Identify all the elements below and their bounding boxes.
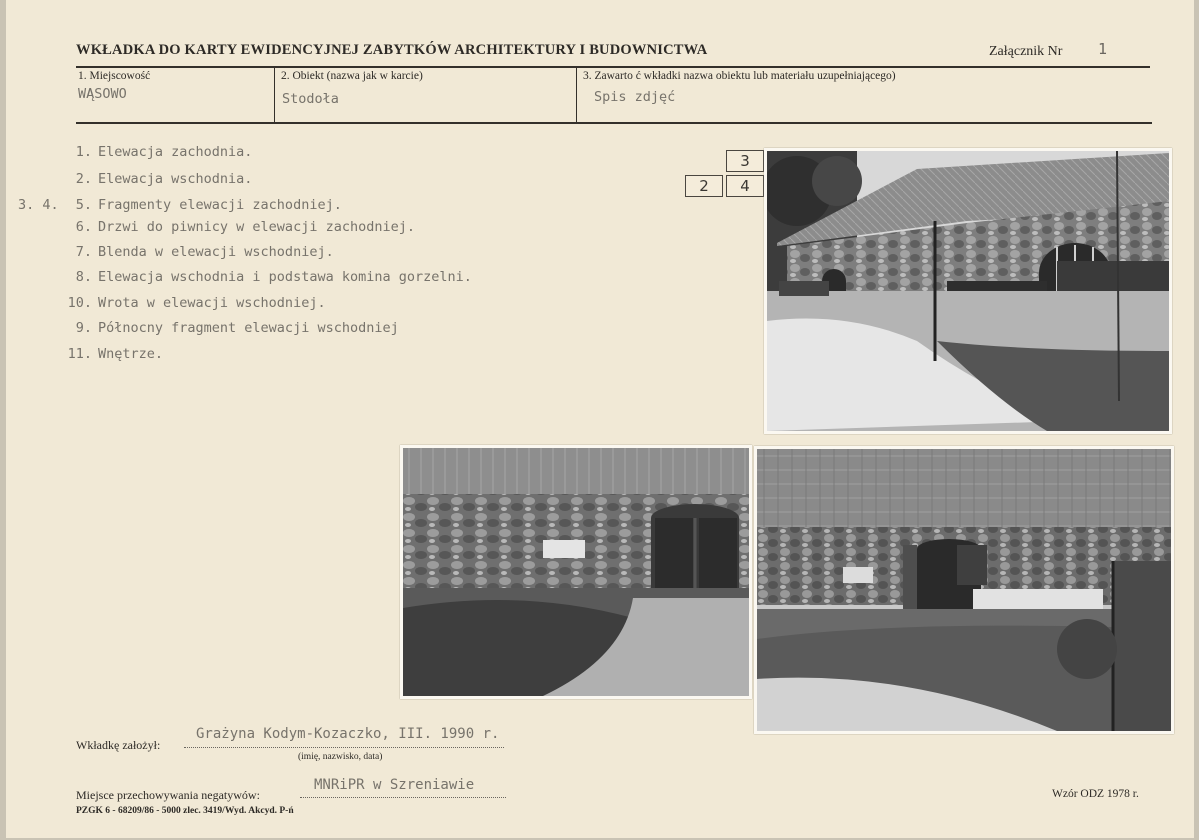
header-rule [76, 66, 1150, 68]
attachment-number: 1 [1098, 40, 1108, 58]
photo-barn-gate-elevation [400, 445, 752, 699]
object-label: 2. Obiekt (nazwa jak w karcie) [281, 70, 423, 82]
list-item: 7. Blenda w elewacji wschodniej. [75, 244, 334, 260]
barn-photo-image [403, 448, 749, 696]
list-item: 2. Elewacja wschodnia. [75, 171, 253, 187]
photo-barn-east-elevation [754, 446, 1174, 734]
template-version: Wzór ODZ 1978 r. [1052, 788, 1139, 800]
founder-underline [184, 747, 504, 748]
content-value: Spis zdjęć [594, 89, 676, 105]
list-item: 10. Wrota w elewacji wschodniej. [67, 295, 326, 311]
founder-hint: (imię, nazwisko, data) [298, 752, 383, 762]
barn-photo-image [757, 449, 1171, 731]
list-item: 5. Fragmenty elewacji zachodniej. [75, 197, 342, 213]
founder-label: Wkładkę założył: [76, 738, 161, 752]
storage-value: MNRiPR w Szreniawie [314, 777, 475, 793]
field-divider [274, 68, 275, 122]
field-divider [576, 68, 577, 122]
storage-label: Miejsce przechowywania negatywów: [76, 788, 260, 802]
fields-bottom-rule [76, 122, 1152, 124]
object-value: Stodoła [282, 91, 339, 107]
inventory-card [6, 0, 1194, 838]
locality-value: WĄSOWO [78, 86, 127, 102]
founder-value: Grażyna Kodym-Kozaczko, III. 1990 r. [196, 726, 500, 742]
list-item: 6. Drzwi do piwnicy w elewacji zachodniej. [75, 219, 415, 235]
photo-number-box: 2 [685, 175, 723, 197]
content-label: 3. Zawarto ć wkładki nazwa obiektu lub materiału uzupełniającego) [583, 70, 896, 82]
locality-label: 1. Miejscowość [78, 70, 151, 82]
photo-number-box: 4 [726, 175, 764, 197]
list-item: 8. Elewacja wschodnia i podstawa komina gorzelni. [75, 269, 472, 285]
photo-number-box: 3 [726, 150, 764, 172]
barn-photo-image [767, 151, 1169, 431]
list-item: 11. Wnętrze. [67, 346, 164, 362]
attachment-label: Załącznik Nr [989, 44, 1063, 59]
document-title: WKŁADKA DO KARTY EWIDENCYJNEJ ZABYTKÓW ARCHITEKTURY I BUDOWNICTWA [76, 42, 708, 58]
print-info: PZGK 6 - 68209/86 - 5000 zlec. 3419/Wyd. Akcyd. P-ń [76, 806, 294, 816]
list-item: 1. Elewacja zachodnia. [75, 144, 253, 160]
storage-underline [300, 797, 506, 798]
list-prefix: 3. 4. [18, 197, 59, 213]
list-item: 9. Północny fragment elewacji wschodniej [75, 320, 399, 336]
photo-barn-west-elevation [764, 148, 1172, 434]
